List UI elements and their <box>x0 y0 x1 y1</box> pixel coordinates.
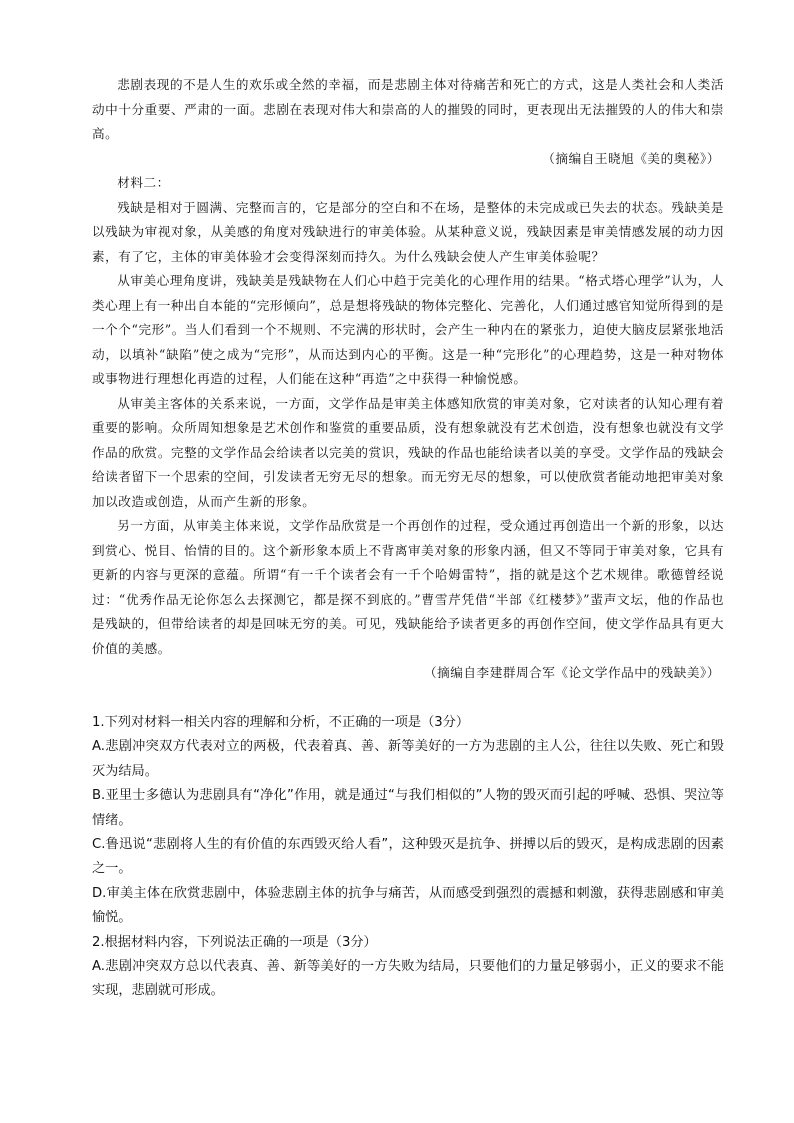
question-2-stem: 2.根据材料内容，下列说法正确的一项是（3分） <box>92 934 377 950</box>
source-citation-1: （摘编自王晓旭《美的奥秘》） <box>542 150 720 166</box>
question-1-stem: 1.下列对材料一相关内容的理解和分析，不正确的一项是（3分） <box>92 715 470 730</box>
question-1-option-a: A.悲剧冲突双方代表对立的两极，代表着真、善、新等美好的一方为悲剧的主人公，往往以失败、死亡和毁灭为结局。 <box>92 739 724 779</box>
paragraph-5: 另一方面，从审美主体来说，文学作品欣赏是一个再创作的过程，受众通过再创造出一个新的形象，以达到赏心、悦目、怡情的目的。这个新形象本质上不背离审美对象的形象内涵，但又不等同于审美对象，它具有更新的内容与更深的意蕴。所谓“有一千个读者会有一千个哈姆雷特”，指的就是这个艺术规律。歌德曾经说过：“优秀作品无论你怎么去探测它，都是探不到底的。”曹雪芹凭借“半部《红楼梦》”蜚声文坛，他的作品也是残缺的，但带给读者的却是回味无穷的美。可见，残缺能给予读者更多的再创作空间，使文学作品具有更大价值的美感。 <box>92 518 724 656</box>
question-1-option-d: D.审美主体在欣赏悲剧中，体验悲剧主体的抗争与痛苦，从而感受到强烈的震撼和刺激，获得悲剧感和审美愉悦。 <box>92 885 724 926</box>
question-2-option-a: A.悲剧冲突双方总以代表真、善、新等美好的一方失败为结局，只要他们的力量足够弱小，正义的要求不能实现，悲剧就可形成。 <box>92 959 724 999</box>
paragraph-3: 从审美心理角度讲，残缺美是残缺物在人们心中趋于完美化的心理作用的结果。“格式塔心理学”认为，人类心理上有一种出自本能的“完形倾向”，总是想将残缺的物体完整化、完善化，人们通过感官知觉所得到的是一个个“完形”。当人们看到一个不规则、不完满的形状时，会产生一种内在的紧张力，迫使大脑皮层紧张地活动，以填补“缺陷”使之成为“完形”，从而达到内心的平衡。这是一种“完形化”的心理趋势，这是一种对物体或事物进行理想化再造的过程，人们能在这种“再造”之中获得一种愉悦感。 <box>92 273 724 386</box>
source-citation-2: （摘编自李建群周合军《论文学作品中的残缺美》） <box>423 665 720 680</box>
paragraph-4: 从审美主客体的关系来说，一方面，文学作品是审美主体感知欣赏的审美对象，它对读者的认知心理有着重要的影响。众所周知想象是艺术创作和鉴赏的重要品质，没有想象就没有艺术创造，没有想象也就没有文学作品的欣赏。完整的文学作品会给读者以完美的赏识，残缺的作品也能给读者以美的享受。文学作品的残缺会给读者留下一个思索的空间，引发读者无穷无尽的想象。而无穷无尽的想象，可以使欣赏者能动地把审美对象加以改造或创造，从而产生新的形象。 <box>92 395 724 509</box>
question-1-option-c: C.鲁迅说“悲剧将人生的有价值的东西毁灭给人看”，这种毁灭是抗争、拼搏以后的毁灭，是构成悲剧的因素之一。 <box>92 837 724 877</box>
reading-passage <box>92 73 724 686</box>
question-section <box>92 711 724 1004</box>
paragraph-1: 悲剧表现的不是人生的欢乐或全然的幸福，而是悲剧主体对待痛苦和死亡的方式，这是人类社会和人类活动中十分重要、严肃的一面。悲剧在表现对伟大和崇高的人的摧毁的同时，更表现出无法摧毁的人的伟大和崇高。 <box>92 77 724 141</box>
question-1-option-b: B.亚里士多德认为悲剧具有“净化”作用，就是通过“与我们相似的”人物的毁灭而引起的呼喊、恐惧、哭泣等情绪。 <box>92 788 724 828</box>
paragraph-2: 残缺是相对于圆满、完整而言的，它是部分的空白和不在场，是整体的未完成或已失去的状态。残缺美是以残缺为审视对象，从美感的角度对残缺进行的审美体验。从某种意义说，残缺因素是审美情感发展的动力因素，有了它，主体的审美体验才会变得深刻而持久。为什么残缺会使人产生审美体验呢？ <box>92 199 724 264</box>
material-2-heading: 材料二： <box>117 175 170 190</box>
